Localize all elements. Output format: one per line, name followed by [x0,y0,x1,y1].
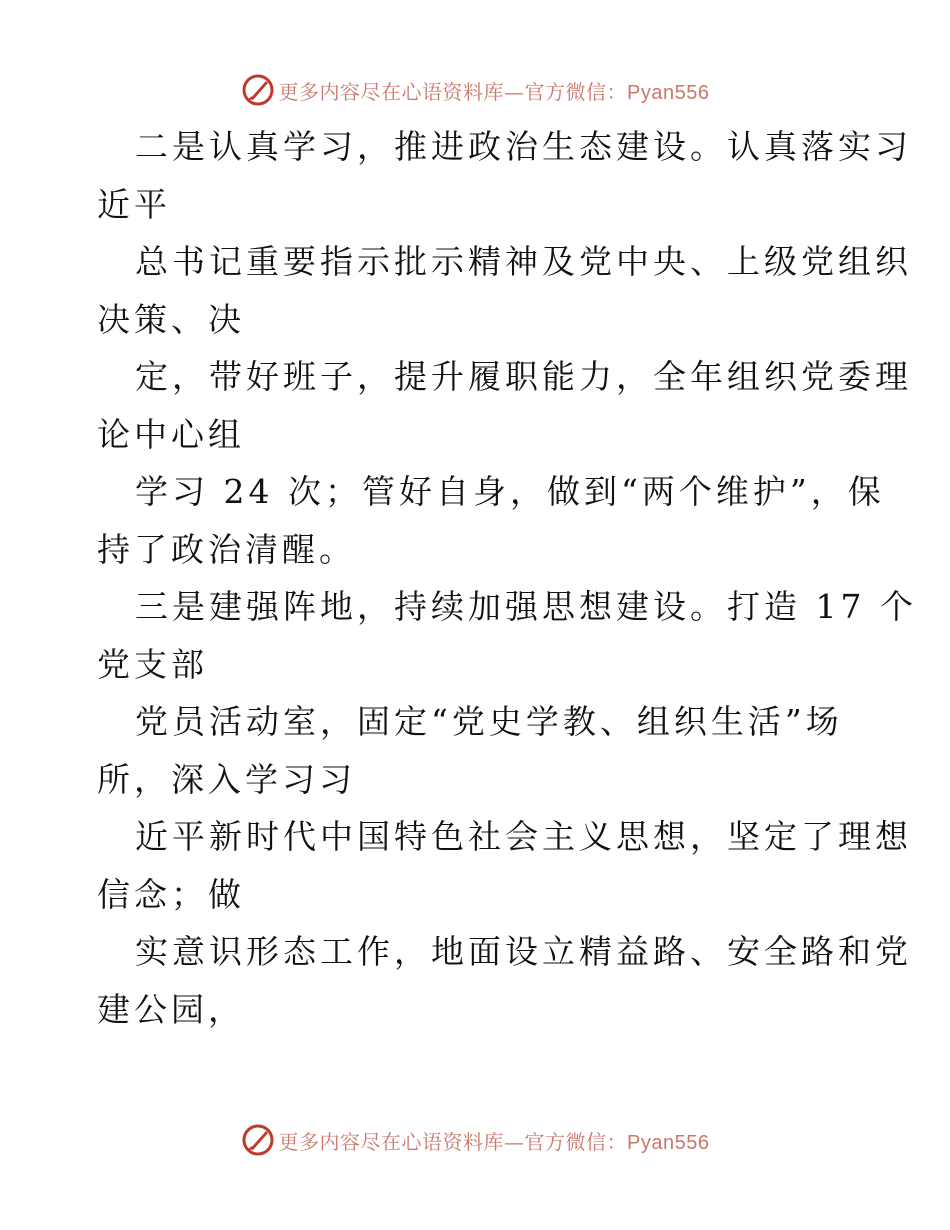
text-line: 三是建强阵地，持续加强思想建设。打造 17 个 [135,587,917,626]
quill-seal-icon [241,1123,275,1157]
text-line: 持了政治清醒。 [97,529,356,569]
banner-text [279,1126,710,1155]
text-line: 所，深入学习习 [97,759,356,799]
text-line: 总书记重要指示批示精神及党中央、上级党组织 [135,242,912,281]
wechat-id: Pyan556 [627,1131,710,1154]
text-line: 近平新时代中国特色社会主义思想，坚定了理想 [135,817,912,856]
header-banner [0,70,950,110]
text-line: 近平 [97,184,171,224]
text-line: 定，带好班子，提升履职能力，全年组织党委理 [135,357,912,396]
text-line: 实意识形态工作，地面设立精益路、安全路和党 [135,932,912,971]
banner-text [279,76,710,105]
text-line: 党员活动室，固定“党史学教、组织生活”场 [135,702,843,741]
text-line: 学习 24 次；管好自身，做到“两个维护”，保 [135,472,885,511]
banner-label: 更多内容尽在心语资料库—官方微信： [278,1129,628,1154]
text-line: 决策、决 [97,299,245,339]
text-line: 建公园， [97,989,245,1029]
quill-seal-icon [241,73,275,107]
wechat-id: Pyan556 [627,81,710,104]
text-line: 信念；做 [97,874,245,914]
text-line: 党支部 [97,644,208,684]
document-body [97,118,917,1038]
banner-label: 更多内容尽在心语资料库—官方微信： [278,79,628,104]
text-line: 二是认真学习，推进政治生态建设。认真落实习 [135,127,912,166]
footer-banner [0,1120,950,1160]
text-line: 论中心组 [97,414,245,454]
